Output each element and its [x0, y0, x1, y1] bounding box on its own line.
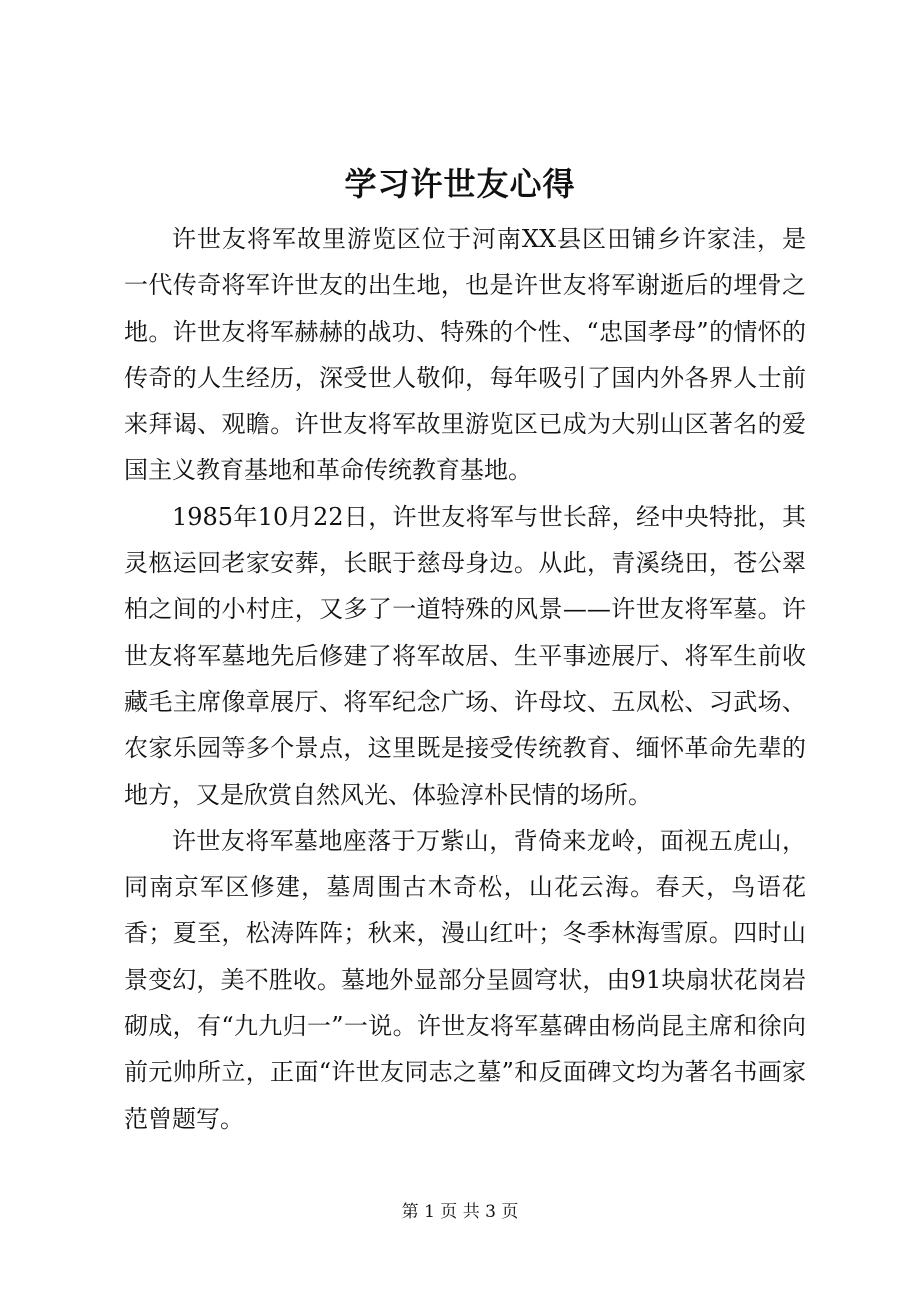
paragraph-3: 许世友将军墓地座落于万紫山，背倚来龙岭，面视五虎山，同南京军区修建，墓周围古木奇松，山花云海。春天，鸟语花香；夏至，松涛阵阵；秋来，漫山红叶；冬季林海雪原。四时山景变幻，美不胜收。墓地外显部分呈圆穹状，由91块扇状花岗岩砌成，有“九九归一”一说。许世友将军墓碑由杨尚昆主席和徐向前元帅所立，正面“许世友同志之墓”和反面碑文均为著名书画家范曾题写。	[124, 826, 806, 1133]
document-body	[124, 216, 806, 1142]
page-footer: 第 1 页 共 3 页	[401, 1202, 519, 1222]
paragraph-1: 许世友将军故里游览区位于河南XX县区田铺乡许家洼，是一代传奇将军许世友的出生地，也是许世友将军谢逝后的埋骨之地。许世友将军赫赫的战功、特殊的个性、“忠国孝母”的情怀的传奇的人生经历，深受世人敬仰，每年吸引了国内外各界人士前来拜谒、观瞻。许世友将军故里游览区已成为大别山区著名的爱国主义教育基地和革命传统教育基地。	[124, 225, 806, 485]
paragraph-2: 1985年10月22日，许世友将军与世长辞，经中央特批，其灵柩运回老家安葬，长眠于慈母身边。从此，青溪绕田，苍公翠柏之间的小村庄，又多了一道特殊的风景——许世友将军墓。许世友将军墓地先后修建了将军故居、生平事迹展厅、将军生前收藏毛主席像章展厅、将军纪念广场、许母坟、五凤松、习武场、农家乐园等多个景点，这里既是接受传统教育、缅怀革命先辈的地方，又是欣赏自然风光、体验淳朴民情的场所。	[124, 502, 806, 809]
page-title: 学习许世友心得	[344, 165, 576, 203]
